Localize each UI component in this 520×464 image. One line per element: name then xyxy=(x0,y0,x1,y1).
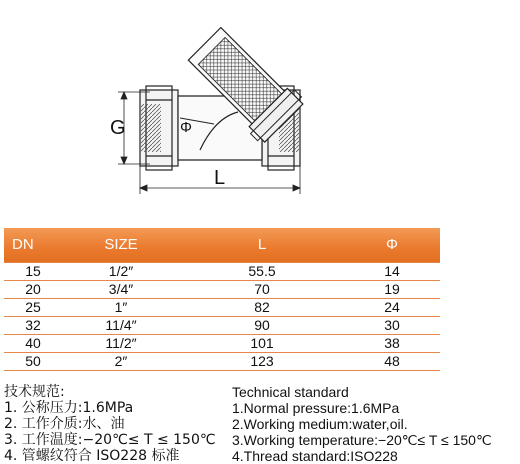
cell-phi: 48 xyxy=(344,352,440,370)
table-row xyxy=(4,334,440,352)
cell-phi: 14 xyxy=(344,262,440,280)
spec-table xyxy=(4,228,440,371)
header-dn: DN xyxy=(4,228,62,262)
notes-cn-item: 1. 公称压力:1.6MPa xyxy=(4,400,134,416)
notes-chinese xyxy=(4,384,216,464)
y-strainer-drawing xyxy=(0,0,520,228)
cell-size: 11/2″ xyxy=(62,334,180,352)
cell-l: 101 xyxy=(180,334,344,352)
cell-phi: 19 xyxy=(344,280,440,298)
cell-size: 3/4″ xyxy=(62,280,180,298)
table-header-row xyxy=(4,228,440,262)
notes-cn-item: 3. 工作温度:−20℃≤ T ≤ 150℃ xyxy=(4,432,216,448)
label-phi: Φ xyxy=(180,119,192,136)
cell-size: 1/2″ xyxy=(62,262,180,280)
cell-phi: 38 xyxy=(344,334,440,352)
cell-l: 55.5 xyxy=(180,262,344,280)
label-g: G xyxy=(110,117,126,139)
notes-en-item: 2.Working medium:water,oil. xyxy=(232,416,408,432)
header-phi: Φ xyxy=(344,228,440,262)
cell-l: 123 xyxy=(180,352,344,370)
cell-dn: 15 xyxy=(4,262,62,280)
cell-size: 1″ xyxy=(62,298,180,316)
table-row xyxy=(4,352,440,370)
notes-cn-title: 技术规范: xyxy=(4,384,65,400)
cell-dn: 50 xyxy=(4,352,62,370)
table-row xyxy=(4,262,440,280)
cell-l: 82 xyxy=(180,298,344,316)
cell-size: 2″ xyxy=(62,352,180,370)
table-row xyxy=(4,298,440,316)
header-size: SIZE xyxy=(62,228,180,262)
cell-l: 70 xyxy=(180,280,344,298)
notes-en-item: 1.Normal pressure:1.6MPa xyxy=(232,400,400,416)
cell-size: 11/4″ xyxy=(62,316,180,334)
notes-english xyxy=(232,384,492,464)
table-row xyxy=(4,280,440,298)
cell-dn: 32 xyxy=(4,316,62,334)
notes-en-item: 3.Working temperature:−20℃≤ T ≤ 150℃ xyxy=(232,432,492,448)
notes-cn-item: 4. 管螺纹符合 ISO228 标准 xyxy=(4,448,180,464)
cell-phi: 30 xyxy=(344,316,440,334)
cell-dn: 25 xyxy=(4,298,62,316)
header-l: L xyxy=(180,228,344,262)
label-l: L xyxy=(214,167,226,189)
notes-en-item: 4.Thread standard:ISO228 xyxy=(232,448,398,464)
cell-phi: 24 xyxy=(344,298,440,316)
table-row xyxy=(4,316,440,334)
cell-dn: 40 xyxy=(4,334,62,352)
cell-l: 90 xyxy=(180,316,344,334)
cell-dn: 20 xyxy=(4,280,62,298)
notes-cn-item: 2. 工作介质:水、油 xyxy=(4,416,125,432)
notes-en-title: Technical standard xyxy=(232,384,349,400)
